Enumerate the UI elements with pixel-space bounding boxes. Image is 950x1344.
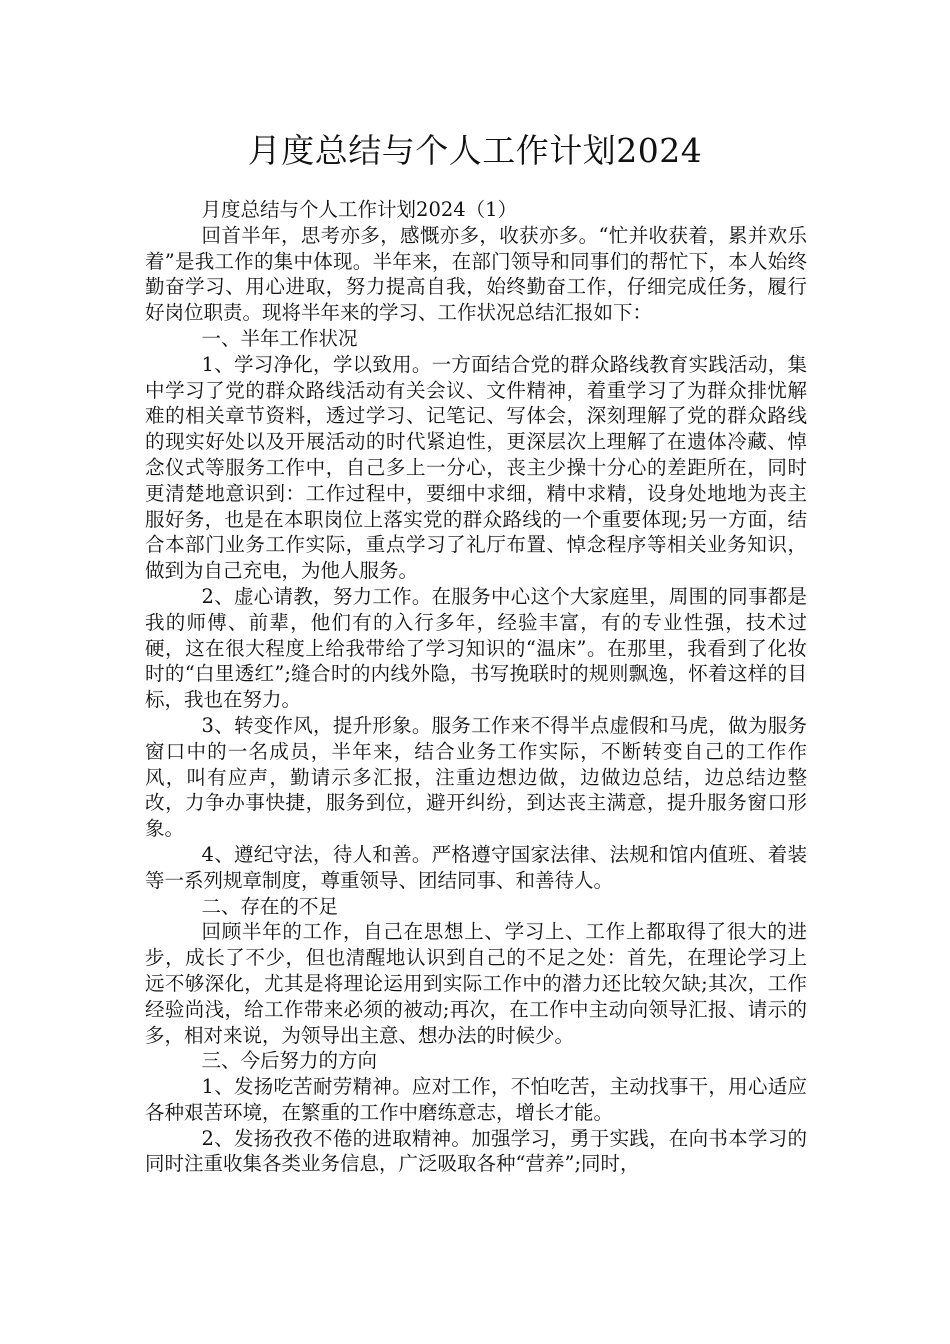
body-paragraph: 3、转变作风，提升形象。服务工作来不得半点虚假和马虎，做为服务窗口中的一名成员，半年来，结合业务工作实际，不断转变自己的工作作风，叫有应声，勤请示多汇报，注重边想边做，边做边总结，边总结边整改，力争办事快捷，服务到位，避开纠纷，到达丧主满意，提升服务窗口形象。 — [145, 713, 807, 841]
body-paragraph: 回顾半年的工作，自己在思想上、学习上、工作上都取得了很大的进步，成长了不少，但也清醒地认识到自己的不足之处：首先，在理论学习上远不够深化，尤其是将理论运用到实际工作中的潜力还比较欠缺;其次，工作经验尚浅，给工作带来必须的被动;再次，在工作中主动向领导汇报、请示的多，相对来说，为领导出主意、想办法的时候少。 — [145, 920, 807, 1047]
section-heading-2: 二、存在的不足 — [201, 894, 339, 918]
body-paragraph: 2、发扬孜孜不倦的进取精神。加强学习，勇于实践，在向书本学习的同时注重收集各类业务信息，广泛吸取各种“营养”;同时， — [145, 1126, 807, 1176]
body-paragraph: 1、发扬吃苦耐劳精神。应对工作，不怕吃苦，主动找事干，用心适应各种艰苦环境，在繁重的工作中磨练意志，增长才能。 — [145, 1075, 807, 1124]
document-body — [145, 197, 807, 1177]
intro-paragraph: 回首半年，思考亦多，感慨亦多，收获亦多。“忙并收获着，累并欢乐着”是我工作的集中体现。半年来，在部门领导和同事们的帮忙下，本人始终勤奋学习、用心进取，努力提高自我，始终勤奋工作，仔细完成任务，履行好岗位职责。现将半年来的学习、工作状况总结汇报如下： — [145, 223, 807, 325]
document-title: 月度总结与个人工作计划2024 — [247, 131, 703, 170]
body-paragraph: 2、虚心请教，努力工作。在服务中心这个大家庭里，周围的同事都是我的师傅、前辈，他们有的入行多年，经验丰富，有的专业性强，技术过硬，这在很大程度上给我带给了学习知识的“温床”。在那里，我看到了化妆时的“白里透红”;缝合时的内线外隐，书写挽联时的规则飘逸，怀着这样的目标，我也在努力。 — [145, 584, 807, 712]
subtitle-paragraph: 月度总结与个人工作计划2024（1） — [201, 198, 518, 221]
section-heading-1: 一、半年工作状况 — [201, 326, 358, 350]
body-paragraph: 4、遵纪守法，待人和善。严格遵守国家法律、法规和馆内值班、着装等一系列规章制度，尊重领导、团结同事、和善待人。 — [145, 842, 807, 892]
body-paragraph: 1、学习净化，学以致用。一方面结合党的群众路线教育实践活动，集中学习了党的群众路线活动有关会议、文件精神，着重学习了为群众排忧解难的相关章节资料，透过学习、记笔记、写体会，深刻理解了党的群众路线的现实好处以及开展活动的时代紧迫性，更深层次上理解了在遗体冷藏、悼念仪式等服务工作中，自己多上一分心，丧主少操十分心的差距所在，同时更清楚地意识到：工作过程中，要细中求细，精中求精，设身处地地为丧主服好务，也是在本职岗位上落实党的群众路线的一个重要体现;另一方面，结合本部门业务工作实际，重点学习了礼厅布置、悼念程序等相关业务知识，做到为自己充电，为他人服务。 — [145, 352, 807, 583]
section-heading-3: 三、今后努力的方向 — [201, 1049, 378, 1073]
